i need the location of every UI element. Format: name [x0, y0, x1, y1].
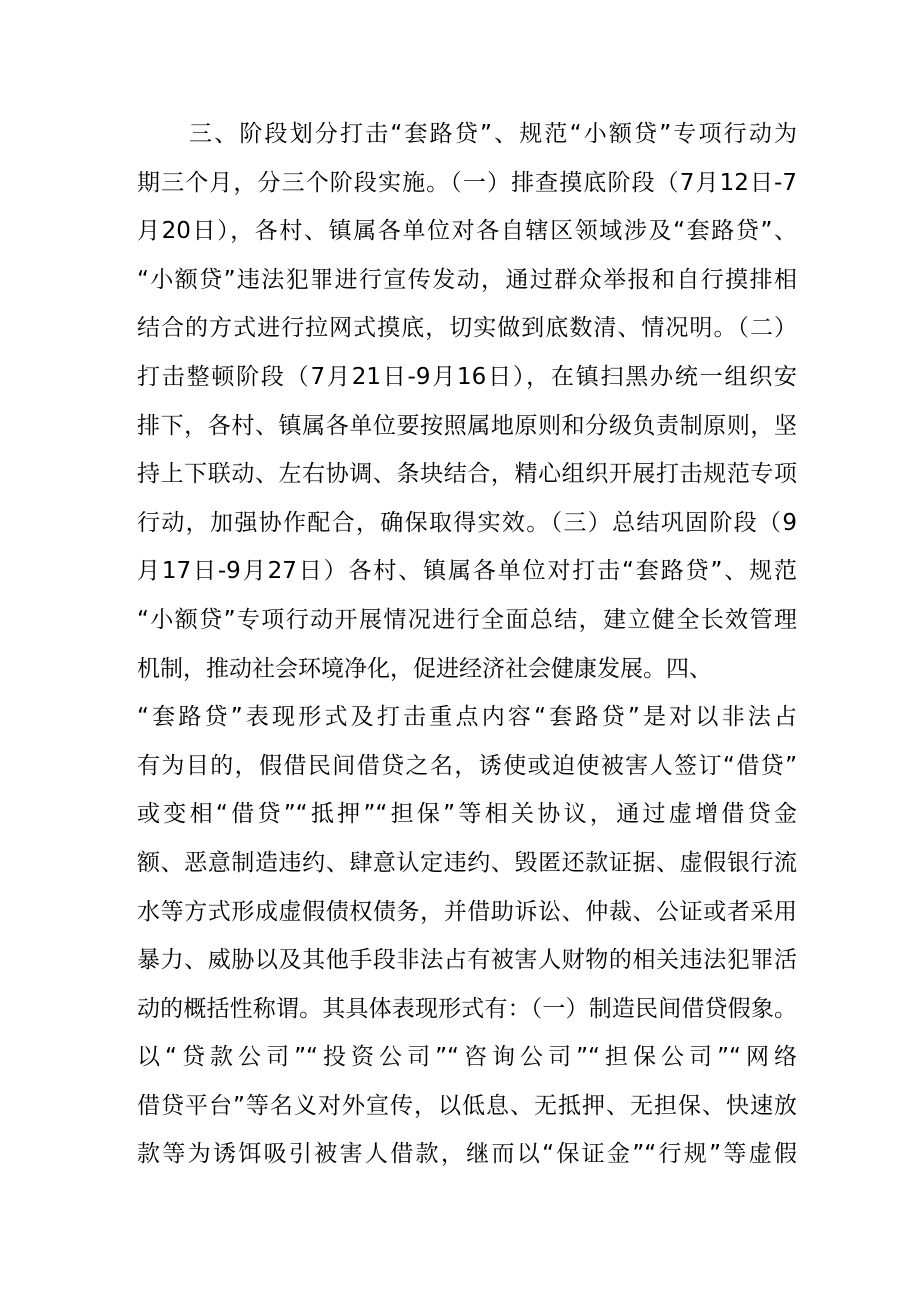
- text-line-11: “小额贷”专项行动开展情况进行全面总结，建立健全长效管理: [137, 606, 797, 633]
- text-line-20: 以“贷款公司”“投资公司”“咨询公司”“担保公司”“网络: [137, 1044, 797, 1071]
- text-line-6: 打击整顿阶段（7月21日-9月16日），在镇扫黑办统一组织安: [137, 363, 797, 390]
- text-line-13: “套路贷”表现形式及打击重点内容“套路贷”是对以非法占: [137, 704, 797, 731]
- text-line-12: 机制，推动社会环境净化，促进经济社会健康发展。四、: [137, 655, 712, 682]
- text-line-1: 三、阶段划分打击“套路贷”、规范“小额贷”专项行动为: [189, 121, 797, 147]
- text-line-17: 水等方式形成虚假债权债务，并借助诉讼、仲裁、公证或者采用: [137, 898, 797, 925]
- text-line-5: 结合的方式进行拉网式摸底，切实做到底数清、情况明。（二）: [137, 315, 797, 342]
- text-line-18: 暴力、威胁以及其他手段非法占有被害人财物的相关违法犯罪活: [137, 947, 797, 974]
- text-line-19: 动的概括性称谓。其具体表现形式有：（一）制造民间借贷假象。: [137, 995, 797, 1022]
- text-line-8: 持上下联动、左右协调、条块结合，精心组织开展打击规范专项: [137, 461, 797, 488]
- text-line-2: 期三个月，分三个阶段实施。（一）排查摸底阶段（7月12日-7: [137, 169, 797, 196]
- text-line-21: 借贷平台”等名义对外宣传，以低息、无抵押、无担保、快速放: [137, 1092, 797, 1119]
- text-line-4: “小额贷”违法犯罪进行宣传发动，通过群众举报和自行摸排相: [137, 266, 797, 293]
- text-line-10: 月17日-9月27日）各村、镇属各单位对打击“套路贷”、规范: [137, 558, 797, 585]
- text-line-3: 月20日），各村、镇属各单位对各自辖区领域涉及“套路贷”、: [137, 218, 797, 245]
- text-line-9: 行动，加强协作配合，确保取得实效。（三）总结巩固阶段（9: [137, 509, 797, 536]
- text-line-14: 有为目的，假借民间借贷之名，诱使或迫使被害人签订“借贷”: [137, 752, 797, 779]
- text-line-15: 或变相“借贷”“抵押”“担保”等相关协议，通过虚增借贷金: [137, 801, 797, 828]
- document-body: [137, 116, 797, 1185]
- text-line-22: 款等为诱饵吸引被害人借款，继而以“保证金”“行规”等虚假: [137, 1141, 797, 1168]
- text-line-7: 排下，各村、镇属各单位要按照属地原则和分级负责制原则，坚: [137, 412, 797, 439]
- text-line-16: 额、恶意制造违约、肆意认定违约、毁匿还款证据、虚假银行流: [137, 849, 797, 876]
